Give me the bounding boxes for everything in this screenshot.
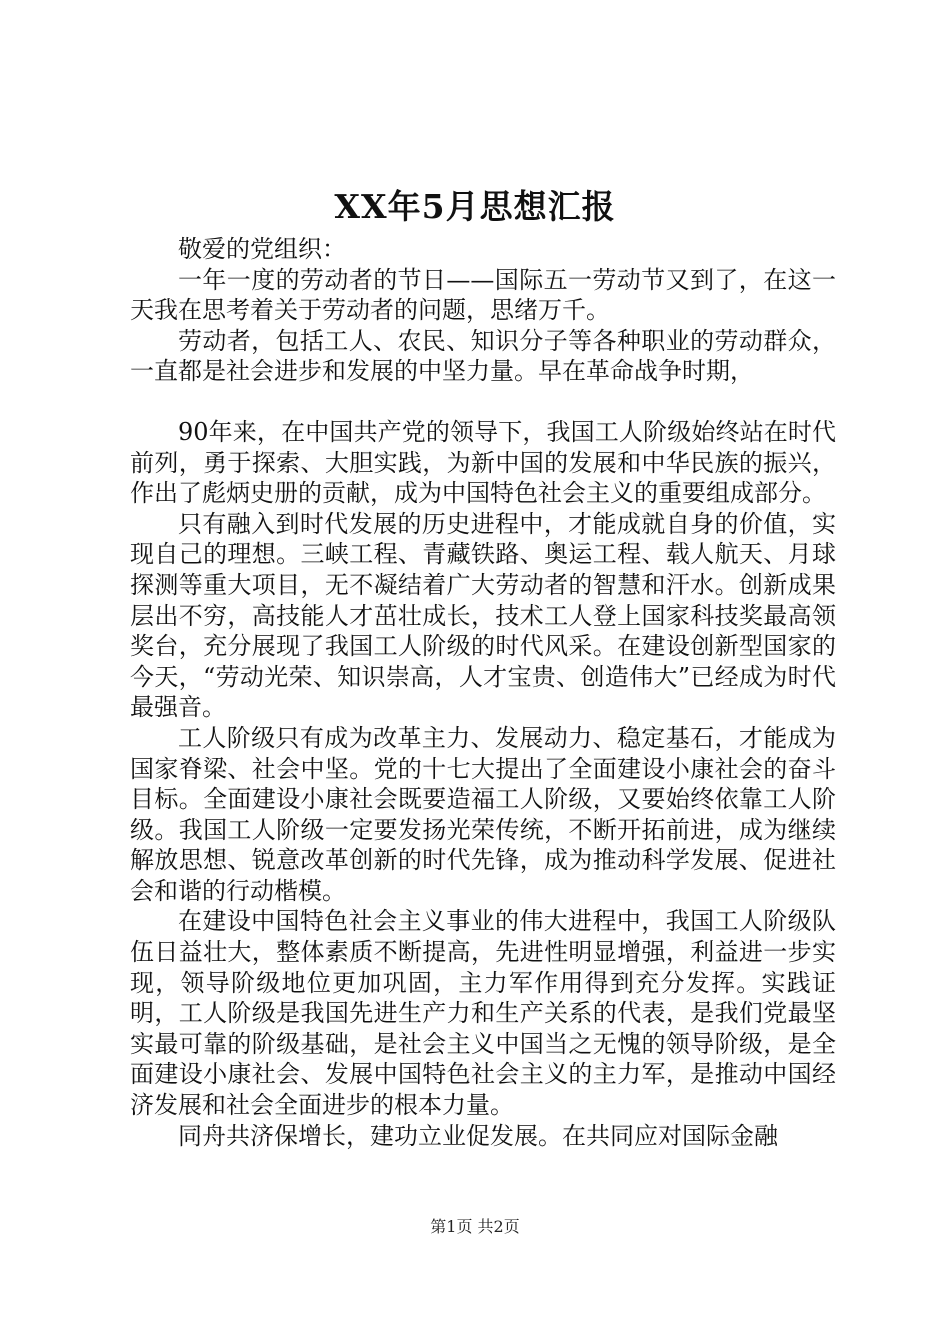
paragraph-7: 同舟共济保增长，建功立业促发展。在共同应对国际金融 (178, 1121, 778, 1150)
paragraph-3: 90年来，在中国共产党的领导下，我国工人阶级始终站在时代前列，勇于探索、大胆实践，为新中国的发展和中华民族的振兴，作出了彪炳史册的贡献，成为中国特色社会主义的重要组成部分。 (130, 417, 836, 508)
paragraph-4: 只有融入到时代发展的历史进程中，才能成就自身的价值，实现自己的理想。三峡工程、青藏铁路、奥运工程、载人航天、月球探测等重大项目，无不凝结着广大劳动者的智慧和汗水。创新成果层出不穷，高技能人才茁壮成长，技术工人登上国家科技奖最高领奖台，充分展现了我国工人阶级的时代风采。在建设创新型国家的今天，“劳动光荣、知识崇高，人才宝贵、创造伟大”已经成为时代最强音。 (130, 509, 836, 722)
paragraph-2: 劳动者，包括工人、农民、知识分子等各种职业的劳动群众，一直都是社会进步和发展的中坚力量。早在革命战争时期， (130, 326, 836, 386)
document-title: XX年5月思想汇报 (334, 187, 616, 226)
page-number-footer: 第1页 共2页 (430, 1217, 520, 1236)
document-body (130, 234, 836, 1151)
salutation: 敬爱的党组织： (178, 235, 346, 263)
paragraph-6: 在建设中国特色社会主义事业的伟大进程中，我国工人阶级队伍日益壮大，整体素质不断提高，先进性明显增强，利益进一步实现，领导阶级地位更加巩固，主力军作用得到充分发挥。实践证明，工人阶级是我国先进生产力和生产关系的代表，是我们党最坚实最可靠的阶级基础，是社会主义中国当之无愧的领导阶级，是全面建设小康社会、发展中国特色社会主义的主力军，是推动中国经济发展和社会全面进步的根本力量。 (130, 907, 836, 1120)
paragraph-5: 工人阶级只有成为改革主力、发展动力、稳定基石，才能成为国家脊梁、社会中坚。党的十七大提出了全面建设小康社会的奋斗目标。全面建设小康社会既要造福工人阶级，又要始终依靠工人阶级。我国工人阶级一定要发扬光荣传统，不断开拓前进，成为继续解放思想、锐意改革创新的时代先锋，成为推动科学发展、促进社会和谐的行动楷模。 (130, 723, 836, 905)
paragraph-1: 一年一度的劳动者的节日——国际五一劳动节又到了，在这一天我在思考着关于劳动者的问题，思绪万千。 (130, 265, 836, 325)
